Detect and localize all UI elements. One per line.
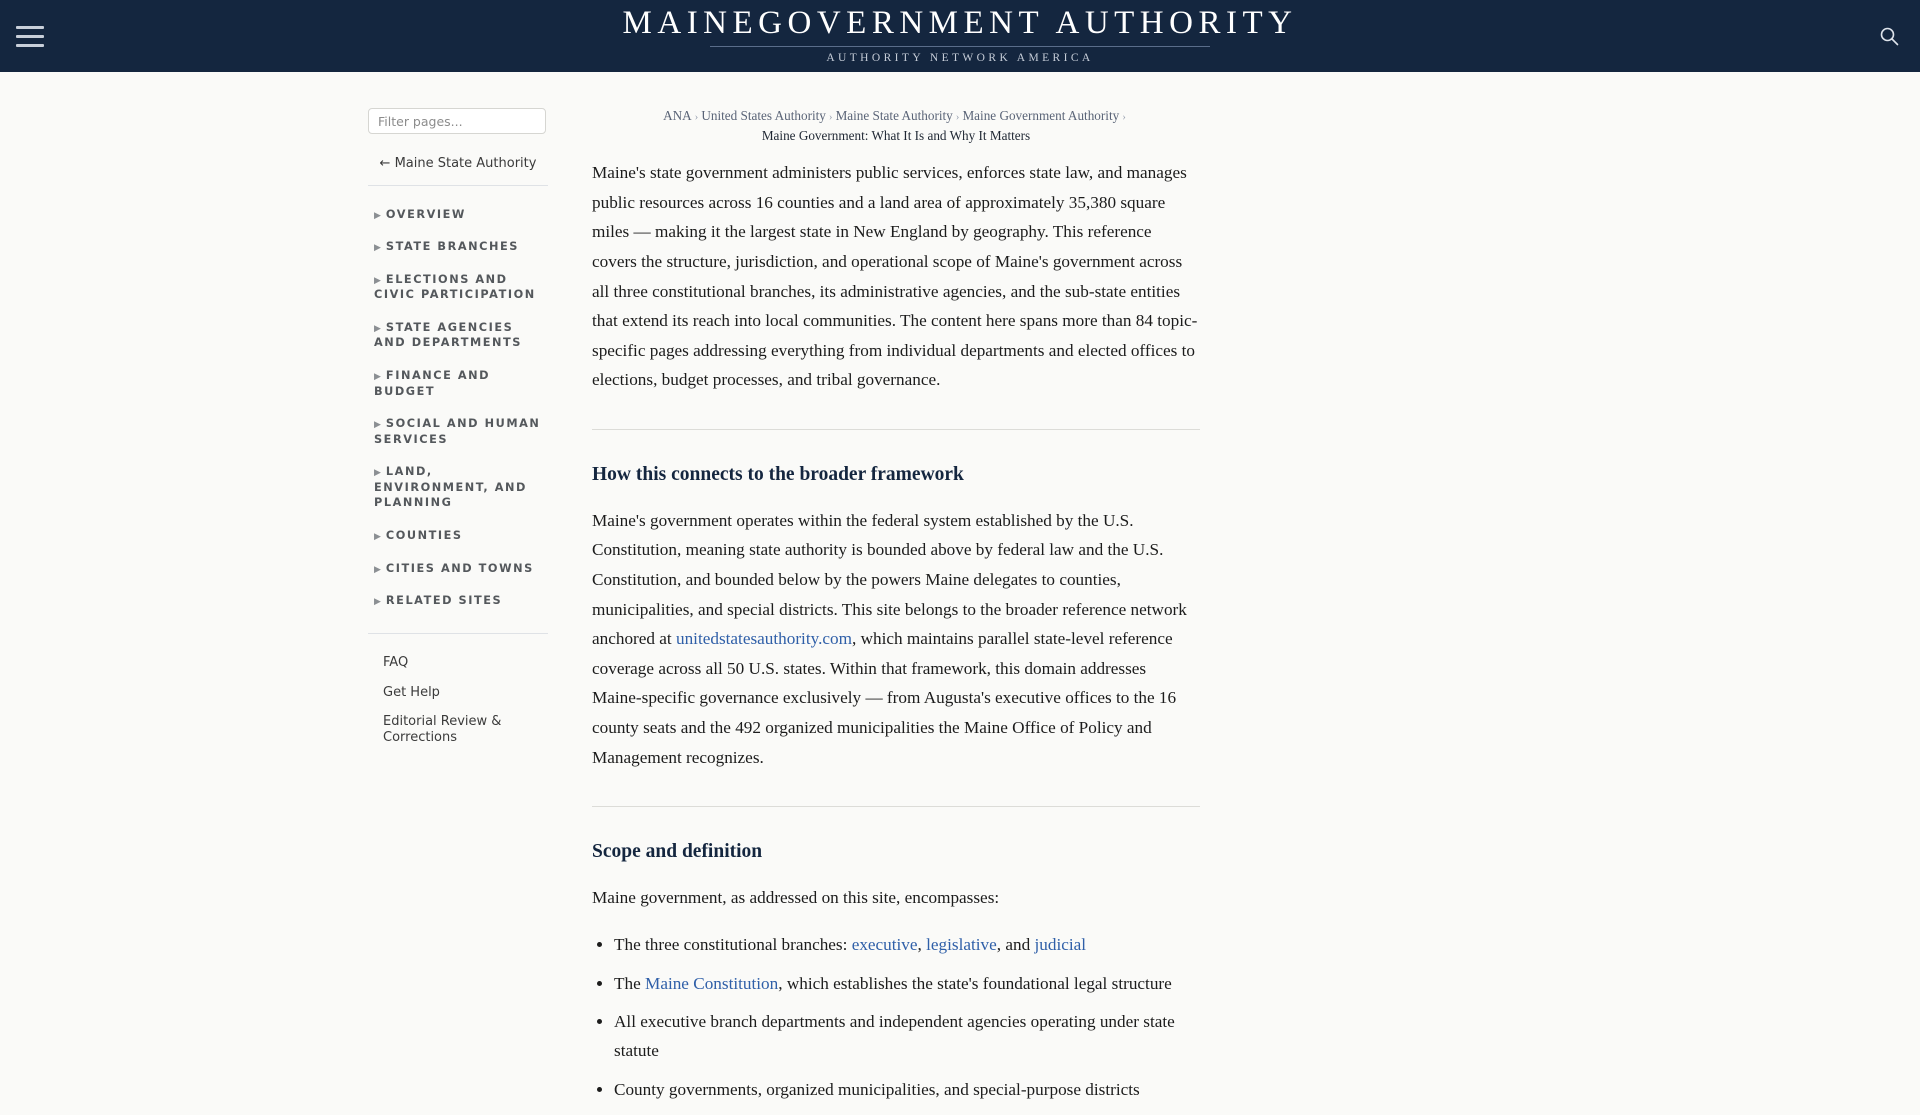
sidebar-item-cities-and-towns[interactable] [368, 552, 548, 585]
sidebar-item-overview[interactable] [368, 198, 548, 231]
site-header [0, 0, 1920, 72]
framework-paragraph [592, 506, 1200, 772]
link-unitedstatesauthority[interactable]: unitedstatesauthority.com [675, 629, 852, 649]
back-to-parent-link[interactable]: ← Maine State Authority [379, 156, 537, 171]
section-heading-framework: How this connects to the broader framework [592, 463, 964, 485]
sidebar-item-label: COUNTIES [385, 529, 463, 543]
chevron-right-icon: ▶ [374, 243, 381, 254]
lede-paragraph: Maine's state government administers public services, enforces state law, and manages public resources across 16 counties and a land area of approximately 35,380 square miles — making it the largest state in New England by geography. This reference covers the structure, jurisdiction, and operational scope of Maine's government across all three constitutional branches, its administrative agencies, and the sub-state entities that extend its reach into local communities. The content here spans more than 84 topic-specific pages addressing everything from individual departments and elected offices to elections, budget processes, and tribal governance. [592, 163, 1198, 390]
sidebar-item-elections-and-civic-participation[interactable] [368, 263, 548, 311]
link-judicial[interactable]: judicial [1034, 934, 1087, 954]
search-glyph [1879, 26, 1899, 46]
breadcrumb-item-maine-government-authority[interactable]: Maine Government Authority [962, 108, 1120, 123]
hamburger-bar-3 [16, 44, 44, 47]
sidebar-item-social-and-human-services[interactable] [368, 408, 548, 456]
sidebar-item-state-branches[interactable] [368, 231, 548, 264]
chevron-right-icon: ▶ [374, 275, 381, 286]
sidebar-item-label: SOCIAL AND HUMAN SERVICES [374, 417, 541, 446]
bullet-text-post: , which establishes the state's foundational legal structure [778, 973, 1172, 993]
sidebar-item-label: OVERVIEW [385, 207, 466, 221]
sidebar-item-counties[interactable] [368, 520, 548, 553]
chevron-right-icon: ▶ [374, 420, 381, 431]
sidebar-item-label: RELATED SITES [385, 594, 503, 608]
footer-link-editorial-review[interactable]: Editorial Review & Corrections [383, 714, 502, 746]
main-content [592, 108, 1200, 1115]
breadcrumb-separator-icon: › [828, 111, 833, 123]
framework-text-part2: , which maintains parallel state-level reference coverage across all 50 U.S. states. Within that framework, this domain addresses Maine-specific governance exclusively — from Augusta's executive offices to the 16 county seats and the 492 organized municipalities the Maine Office of Policy and Management recognizes. [592, 629, 1177, 767]
link-executive[interactable]: executive [851, 934, 918, 954]
sidebar [368, 108, 548, 753]
breadcrumb-separator-icon: › [694, 111, 699, 123]
sidebar-item-label: STATE BRANCHES [385, 240, 519, 254]
sidebar-item-label: CITIES AND TOWNS [385, 561, 534, 575]
breadcrumb-item-maine-state-authority[interactable]: Maine State Authority [835, 108, 953, 123]
footer-link-get-help[interactable]: Get Help [383, 684, 440, 700]
sidebar-item-land-environment-and-planning[interactable] [368, 456, 548, 520]
chevron-right-icon: ▶ [374, 210, 381, 221]
link-legislative[interactable]: legislative [926, 934, 997, 954]
search-icon[interactable] [1876, 23, 1902, 49]
breadcrumb-separator-icon: › [1122, 111, 1126, 123]
chevron-right-icon: ▶ [374, 597, 381, 608]
bullet-text-pre: The three constitutional branches: [614, 934, 852, 954]
footer-link-faq[interactable]: FAQ [383, 655, 409, 671]
sidebar-item-label: FINANCE AND BUDGET [374, 368, 491, 398]
bullet-text-pre: The [614, 973, 646, 993]
sidebar-item-label: ELECTIONS AND CIVIC PARTICIPATION [374, 272, 536, 302]
bullet-text-mid: , [917, 934, 927, 954]
list-item [614, 1008, 1200, 1066]
chevron-right-icon: ▶ [374, 468, 381, 479]
list-item [614, 931, 1200, 960]
sidebar-item-finance-and-budget[interactable] [368, 359, 548, 407]
breadcrumb [592, 108, 1200, 144]
breadcrumb-item-ana[interactable]: ANA [663, 108, 692, 123]
sidebar-nav-list [368, 185, 548, 617]
framework-text-part1: Maine's government operates within the federal system established by the U.S. Constitution, meaning state authority is bounded above by federal law and the U.S. Constitution, and bounded below by the powers Maine delegates to counties, municipalities, and special districts. This site belongs to the broader reference network anchored at [592, 510, 1187, 649]
scope-bullet-list [592, 931, 1200, 1105]
scope-intro-paragraph: Maine government, as addressed on this site, encompasses: [592, 888, 1000, 908]
chevron-right-icon: ▶ [374, 564, 381, 575]
hamburger-bar-1 [16, 26, 44, 29]
chevron-right-icon: ▶ [374, 323, 381, 334]
page-body [0, 72, 1920, 1115]
site-brand[interactable] [623, 7, 1298, 65]
bullet-text-pre: County governments, organized municipalities, and special-purpose districts [614, 1080, 1140, 1100]
chevron-right-icon: ▶ [374, 371, 381, 382]
section-divider [592, 429, 1200, 430]
site-title: MAINEGOVERNMENT AUTHORITY [622, 5, 1298, 42]
section-heading-scope: Scope and definition [592, 841, 763, 863]
sidebar-item-related-sites[interactable] [368, 585, 548, 618]
hamburger-icon[interactable] [16, 22, 50, 50]
breadcrumb-separator-icon: › [955, 111, 960, 123]
sidebar-item-label: STATE AGENCIES AND DEPARTMENTS [374, 320, 522, 350]
sidebar-footer [368, 633, 548, 752]
list-item [614, 970, 1200, 999]
list-item [614, 1076, 1200, 1105]
section-divider [592, 806, 1200, 807]
brand-divider [710, 46, 1210, 47]
sidebar-item-state-agencies-and-departments[interactable] [368, 311, 548, 359]
hamburger-bar-2 [16, 35, 44, 38]
site-tagline: AUTHORITY NETWORK AMERICA [826, 52, 1094, 65]
sidebar-item-label: LAND, ENVIRONMENT, AND PLANNING [374, 465, 527, 510]
link-maine-constitution[interactable]: Maine Constitution [645, 973, 779, 993]
breadcrumb-item-united-states-authority[interactable]: United States Authority [701, 108, 826, 123]
chevron-right-icon: ▶ [374, 532, 381, 543]
bullet-text-pre: All executive branch departments and independent agencies operating under state statute [614, 1012, 1175, 1061]
bullet-text-mid: , and [996, 934, 1035, 954]
filter-pages-input[interactable] [368, 108, 546, 134]
breadcrumb-current-page: Maine Government: What It Is and Why It Matters [761, 127, 1031, 143]
